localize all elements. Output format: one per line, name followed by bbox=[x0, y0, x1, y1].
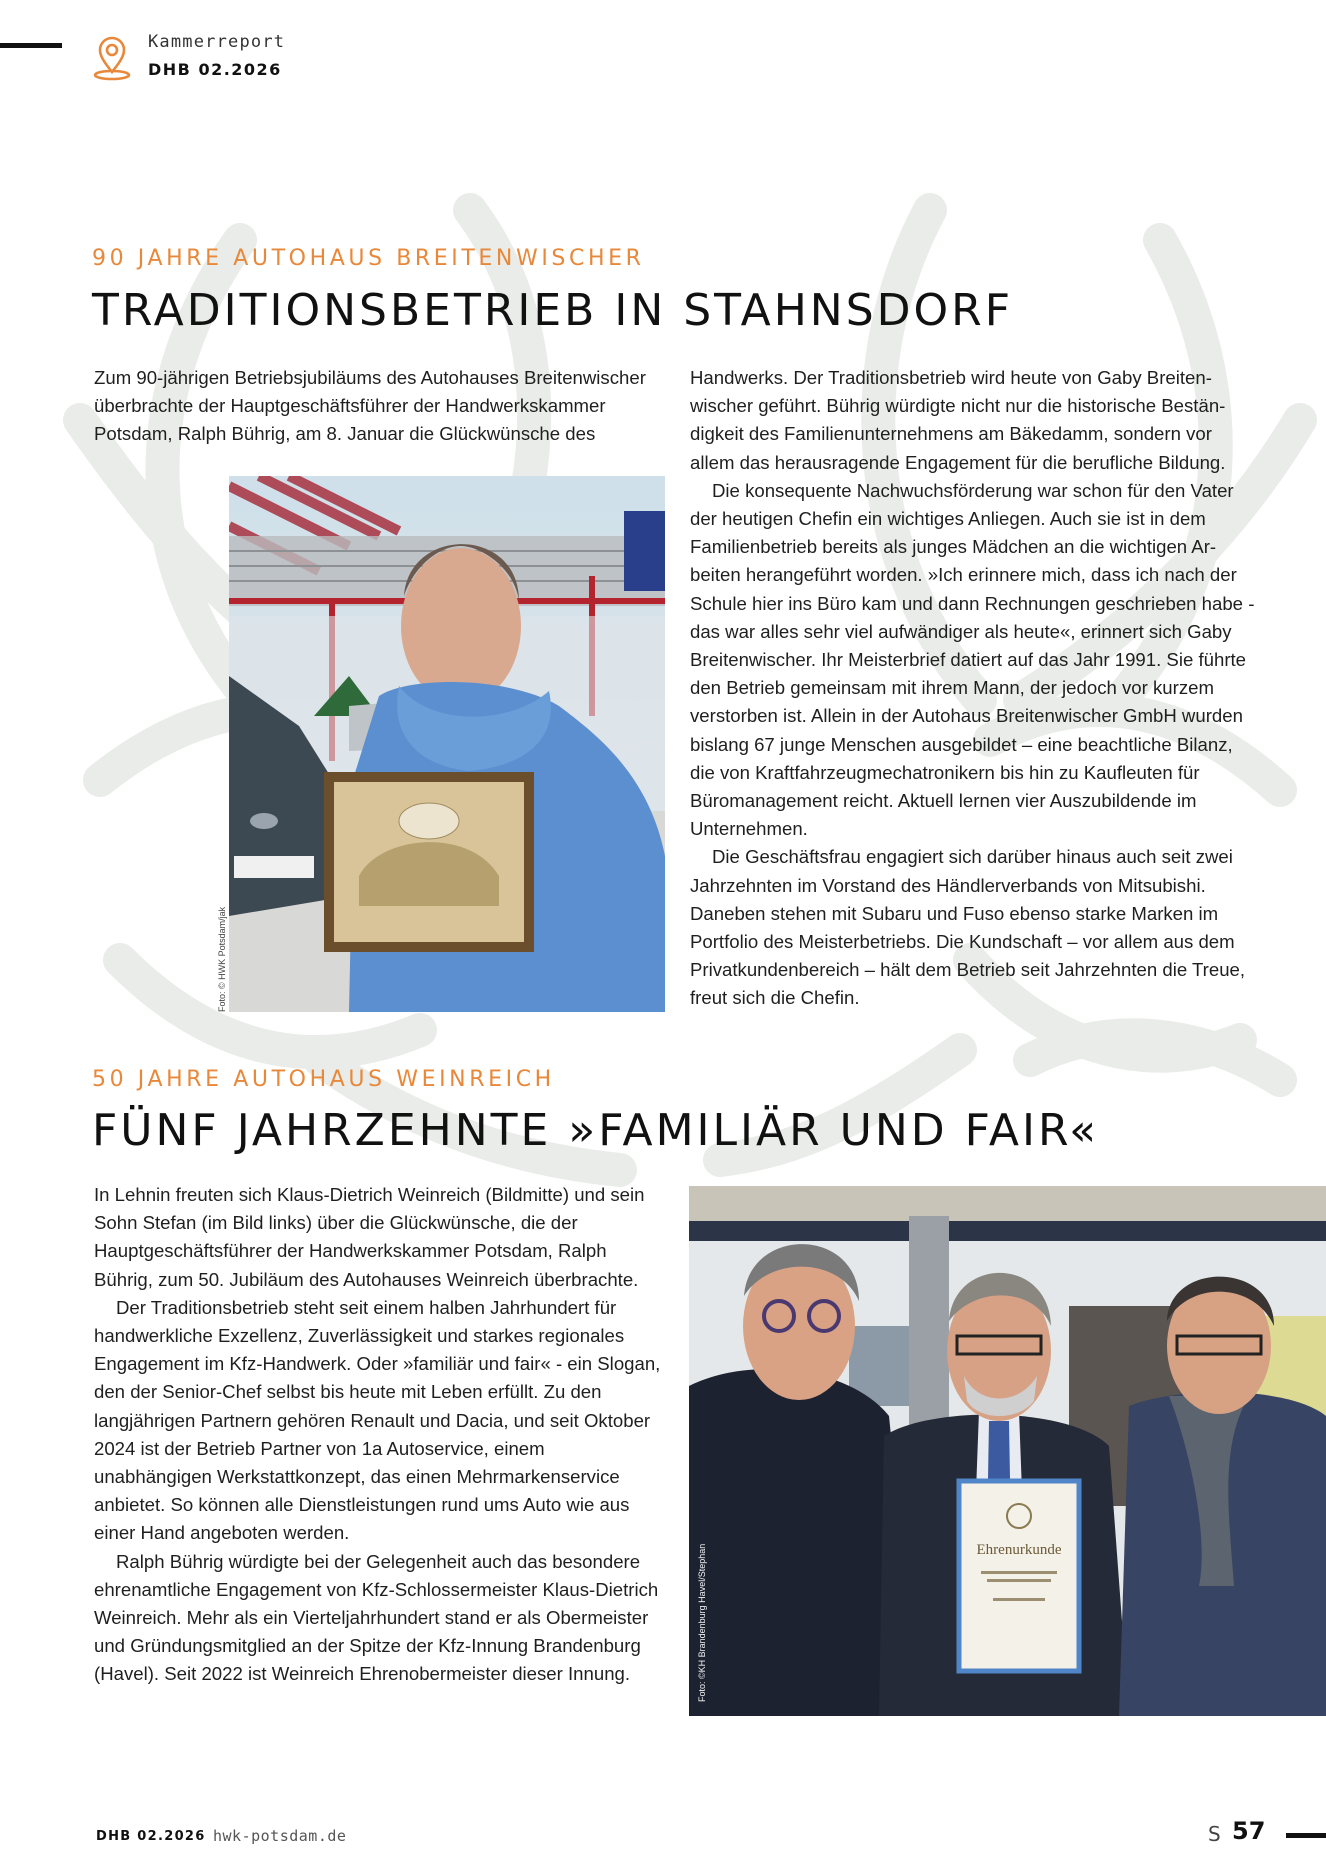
section-kicker: Kammerreport bbox=[148, 32, 286, 52]
article2-column-left bbox=[94, 1181, 664, 1689]
footer-issue: DHB 02.2026 bbox=[96, 1829, 206, 1844]
article1-kicker: 90 JAHRE AUTOHAUS BREITENWISCHER bbox=[92, 246, 645, 271]
article1-column-left bbox=[94, 364, 664, 449]
article2-paragraph: Der Traditionsbetrieb steht seit einem halben Jahrhundert für handwerkliche Exzellenz, Zuverlässigkeit und starkes regionales Engagement im Kfz-Handwerk. Oder »familiär und fair« - ein Slogan, den der Senior-Chef selbst bis heute mit Leben erfüllt. Zu den langjährigen Partnern gehören Renault und Dacia, und seit Oktober 2024 ist der Betrieb Partner von 1a Autoservice, einem unabhängigen Werkstattkonzept, das einen Mehrmarkenservice anbietet. So können alle Dienstleistungen rund ums Auto wie aus einer Hand angeboten werden. bbox=[94, 1296, 661, 1544]
article2-kicker: 50 JAHRE AUTOHAUS WEINREICH bbox=[92, 1067, 555, 1092]
article1-paragraph: Zum 90-jährigen Betriebsjubiläums des Autohauses Breitenwischer überbrachte der Hauptgeschäftsführer der Handwerkskammer Potsdam, Ralph Bührig, am 8. Januar die Glückwünsche des bbox=[94, 367, 646, 445]
showroom-photo-icon bbox=[229, 476, 665, 1012]
article2-headline: FÜNF JAHRZEHNTE »FAMILIÄR UND FAIR« bbox=[92, 1105, 1100, 1156]
certificate-title: Ehrenurkunde bbox=[976, 1542, 1062, 1558]
page-number: 57 bbox=[1232, 1817, 1266, 1845]
article2-paragraph: Ralph Bührig würdigte bei der Gelegenheit auch das besondere ehrenamtliche Engagement von Kfz-Schlossermeister Klaus-Dietrich Weinreich. Mehr als ein Vierteljahrhundert stand er als Obermeister und Gründungsmitglied an der Spitze der Kfz-Innung Brandenburg (Havel). Seit 2022 ist Weinreich Ehrenobermeister dieser Innung. bbox=[94, 1550, 659, 1685]
article1-paragraph: Die konsequente Nachwuchsförderung war schon für den Vater der heutigen Chefin ein wichtiges Anliegen. Auch sie ist in dem Familienbetrieb bereits als junges Mädchen an die wichtigen Arbeiten herangeführt worden. »Ich erinnere mich, dass ich nach der Schule hier ins Büro kam und dann Rechnungen geschrieben habe - das war alles sehr viel aufwändiger als heute«, erinnert sich Gaby Breitenwischer. Ihr Meisterbrief datiert auf das Jahr 1991. Sie führte den Betrieb gemeinsam mit ihrem Mann, der jedoch vor kurzem verstorben ist. Allein in der Autohaus Breitenwischer GmbH wurden bislang 67 junge Menschen ausgebildet – eine beachtliche Bilanz, die von Kraftfahrzeugmechatronikern bis hin zu Kaufleuten für Büromanagement reicht. Aktuell lernen vier Auszubildende im Unternehmen. bbox=[690, 479, 1255, 840]
article2-paragraph: In Lehnin freuten sich Klaus-Dietrich Weinreich (Bildmitte) und sein Sohn Stefan (im Bild links) über die Glückwünsche, die der Hauptgeschäftsführer der Handwerkskammer Potsdam, Ralph Bührig, zum 50. Jubiläum des Autohauses Weinreich überbrachte. bbox=[94, 1184, 645, 1290]
article1-photo bbox=[229, 476, 665, 1012]
article1-column-right bbox=[690, 364, 1260, 1013]
header-rule bbox=[0, 43, 62, 48]
article1-paragraph: Handwerks. Der Traditionsbetrieb wird heute von Gaby Breitenwischer geführt. Bührig würdigte nicht nur die historische Beständigkeit des Familienunternehmens am Bäkedamm, sondern vor allem das herausragende Engagement für die berufliche Bildung. bbox=[690, 367, 1226, 473]
article1-photo-credit: Foto: © HWK Potsdam/jak bbox=[217, 906, 227, 1012]
article2-photo-credit: Foto: ©KH Brandenburg Havel/Stephan bbox=[697, 1543, 707, 1702]
location-pin-icon bbox=[92, 36, 132, 82]
footer-rule bbox=[1286, 1833, 1326, 1838]
article1-headline: TRADITIONSBETRIEB IN STAHNSDORF bbox=[92, 285, 1014, 336]
issue-label: DHB 02.2026 bbox=[148, 60, 282, 79]
page-prefix: S bbox=[1208, 1822, 1221, 1846]
article1-paragraph: Die Geschäftsfrau engagiert sich darüber hinaus auch seit zwei Jahrzehnten im Vorstand des Händlerverbands von Mitsubishi. Daneben stehen mit Subaru und Fuso ebenso starke Marken im Portfolio des Meisterbetriebs. Die Kundschaft – vor allem aus dem Privatkundenbereich – hält dem Betrieb seit Jahrzehnten die Treue, freut sich die Chefin. bbox=[690, 846, 1246, 1009]
footer-website-link[interactable]: hwk-potsdam.de bbox=[213, 1827, 347, 1845]
group-photo-icon bbox=[689, 1186, 1326, 1716]
article2-photo bbox=[689, 1186, 1326, 1716]
